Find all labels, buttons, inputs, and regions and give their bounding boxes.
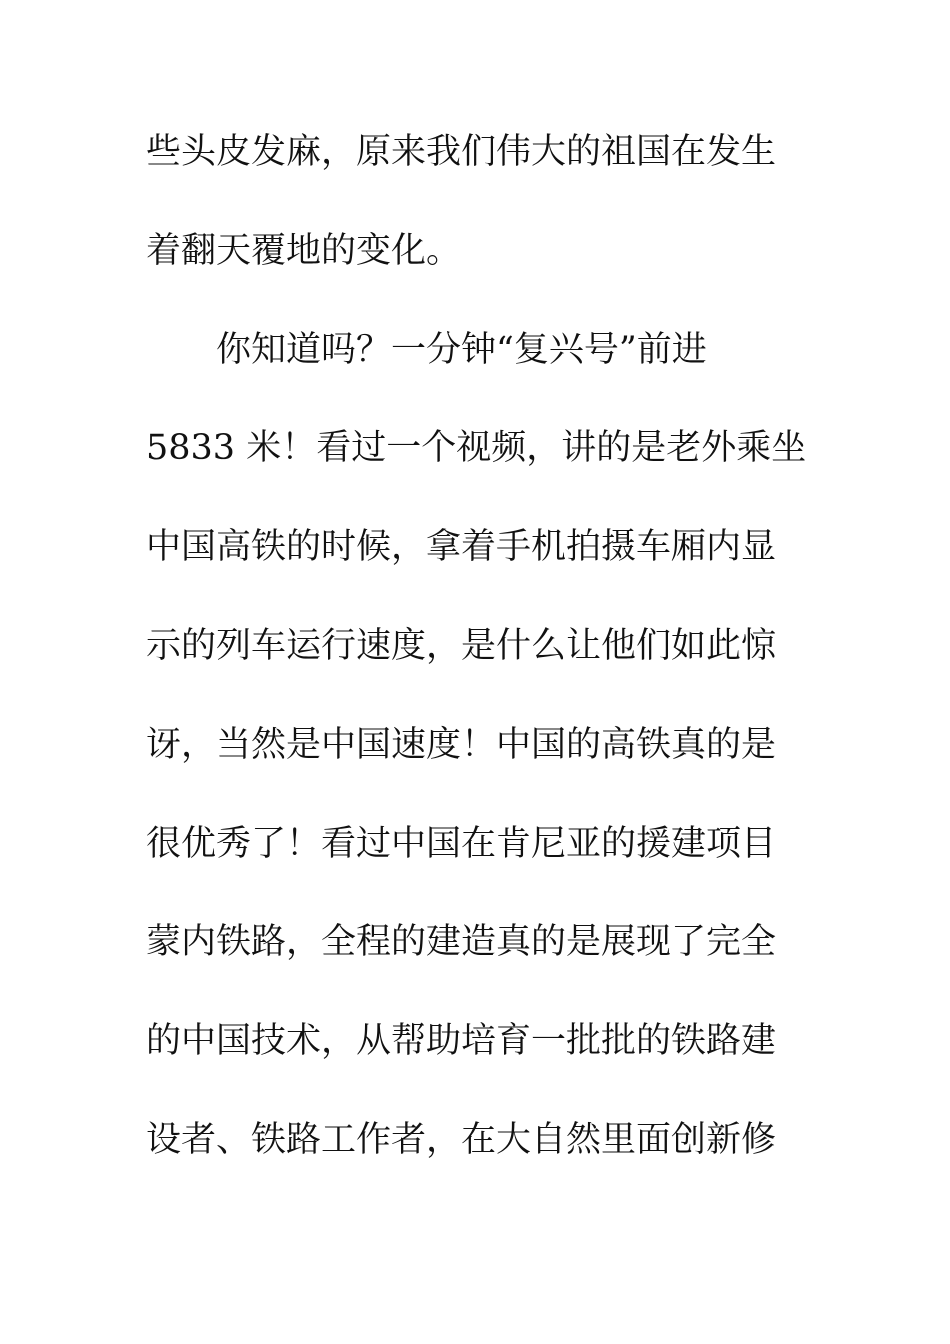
text-line-5: 中国高铁的时候，拿着手机拍摄车厢内显 bbox=[146, 527, 777, 568]
text-line-11: 设者、铁路工作者，在大自然里面创新修 bbox=[146, 1119, 777, 1160]
body-text bbox=[146, 122, 807, 1209]
text-line-6: 示的列车运行速度，是什么让他们如此惊 bbox=[146, 625, 777, 666]
text-line-8: 很优秀了！看过中国在肯尼亚的援建项目 bbox=[146, 823, 777, 864]
text-line-10: 的中国技术，从帮助培育一批批的铁路建 bbox=[146, 1021, 777, 1062]
text-line-1: 些头皮发麻，原来我们伟大的祖国在发生 bbox=[146, 132, 777, 172]
text-line-4: 5833 米！看过一个视频，讲的是老外乘坐 bbox=[146, 428, 807, 469]
text-line-3-paragraph-start: 你知道吗？一分钟“复兴号”前进 bbox=[216, 329, 707, 370]
text-line-9: 蒙内铁路，全程的建造真的是展现了完全 bbox=[146, 922, 777, 963]
text-line-7: 讶，当然是中国速度！中国的高铁真的是 bbox=[146, 724, 777, 765]
text-line-2: 着翻天覆地的变化。 bbox=[146, 230, 462, 271]
